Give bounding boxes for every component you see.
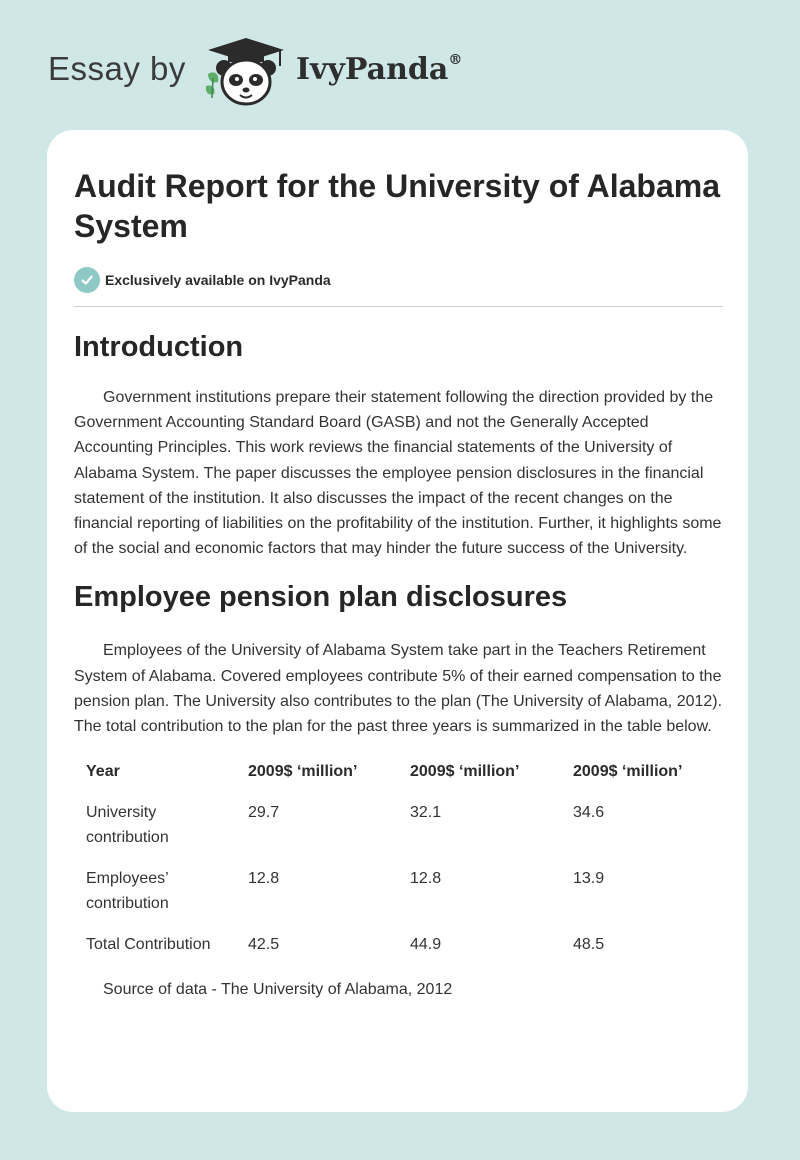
article-card <box>47 130 748 1112</box>
page-title: Audit Report for the University of Alabama System <box>74 168 720 244</box>
title-divider <box>74 306 723 307</box>
table-cell: 32.1 <box>410 804 442 822</box>
table-source-note: Source of data - The University of Alabama, 2012 <box>103 981 453 999</box>
table-cell: 13.9 <box>573 870 605 888</box>
table-cell: Employees’ contribution <box>86 870 169 913</box>
table-row <box>74 924 723 965</box>
table-cell: 48.5 <box>573 936 605 954</box>
table-header-cell: 2009$ ‘million’ <box>410 763 520 781</box>
brand-header[interactable] <box>48 34 488 114</box>
table-cell: 44.9 <box>410 936 442 954</box>
table-cell: 29.7 <box>248 804 280 822</box>
table-header-cell: 2009$ ‘million’ <box>248 763 358 781</box>
brand-name: IvyPanda® <box>296 52 463 87</box>
table-cell: 12.8 <box>410 870 442 888</box>
table-cell: 12.8 <box>248 870 280 888</box>
table-cell: 42.5 <box>248 936 280 954</box>
section-heading-introduction: Introduction <box>74 331 244 363</box>
table-row <box>74 858 723 924</box>
table-header-row <box>74 751 723 792</box>
introduction-paragraph: Government institutions prepare their statement following the direction provided by the Government Accounting Standard Board (GASB) and not the Generally Accepted Accounting Principles. This work reviews the financial statements of the University of Alabama System. The paper discusses the employee pension disclosures in the financial statement of the institution. It also discusses the impact of the recent changes on the financial reporting of liabilities on the profitability of the institution. Further, it highlights some of the social and economic factors that may hinder the future success of the University. <box>74 389 722 558</box>
table-cell: 34.6 <box>573 804 605 822</box>
exclusive-badge-text: Exclusively available on IvyPanda <box>105 272 331 288</box>
table-header-cell: 2009$ ‘million’ <box>573 763 683 781</box>
check-icon <box>74 267 100 293</box>
article-content <box>74 130 723 1002</box>
exclusive-badge <box>74 266 723 294</box>
table-header-cell: Year <box>86 763 120 781</box>
panda-logo-icon <box>200 34 292 110</box>
pension-paragraph: Employees of the University of Alabama System take part in the Teachers Retirement System of Alabama. Covered employees contribute 5% of their earned compensation to the pension plan. The University also contributes to the plan (The University of Alabama, 2012). The total contribution to the plan for the past three years is summarized in the table below. <box>74 642 723 736</box>
brand-prefix: Essay by <box>48 50 186 87</box>
table-row <box>74 792 723 858</box>
table-cell: Total Contribution <box>86 936 211 954</box>
section-heading-pension: Employee pension plan disclosures <box>74 581 568 614</box>
contribution-table <box>74 751 723 965</box>
table-cell: University contribution <box>86 804 169 847</box>
